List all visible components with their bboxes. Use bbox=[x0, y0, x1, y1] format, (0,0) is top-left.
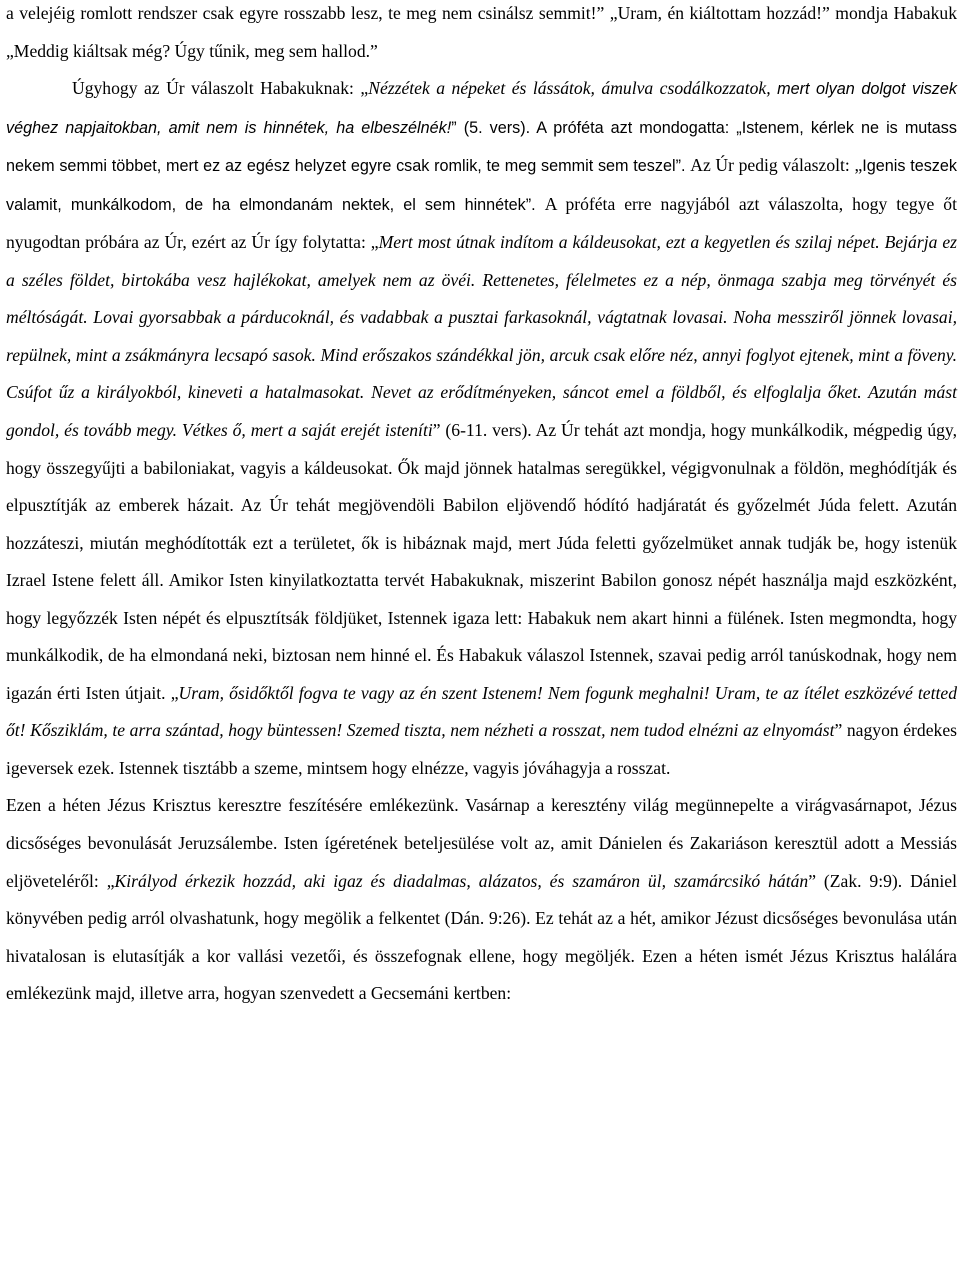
text-run: A próféta erre nagyjából azt válaszolta, hogy tegye őt nyugodtan próbára az Úr, ezért az Úr így folytatta: „ bbox=[6, 193, 957, 253]
text-run: ” (5. vers). A próféta azt mondogatta: „Istenem, kérlek ne is mutass nekem semmi többet, mert ez az egész helyzet egyre csak romlik, te meg semmit sem teszel”. bbox=[6, 118, 957, 176]
quote-run: Nézzétek a népeket és lássátok, ámulva csodálkozzatok, bbox=[368, 78, 778, 99]
text-run: ” nagyon érdekes igeversek ezek. Istennek tisztább a szeme, mintsem hogy elnézze, vagyis jóváhagyja a rosszat. bbox=[6, 720, 957, 778]
text-run: Ezen a héten Jézus Krisztus keresztre feszítésére emlékezünk. Vasárnap a keresztény világ megünnepelte a virágvasárnapot, Jézus dicsőséges bevonulását Jeruzsálembe. Isten ígéretének beteljesülése volt az, amit Dánielen és Zakariáson keresztül adott a Messiás eljöveteléről: „ bbox=[6, 795, 957, 891]
paragraph-lord-answer bbox=[6, 70, 957, 787]
text-run: Úgyhogy az Úr válaszolt Habakuknak: „ bbox=[72, 78, 369, 99]
text-run: Az Úr pedig válaszolt: „ bbox=[690, 155, 863, 176]
text-run: a velejéig romlott rendszer csak egyre rosszabb lesz, te meg nem csinálsz semmit!” „Uram, én kiáltottam hozzád!” mondja Habakuk „Meddig kiáltsak még? Úgy tűnik, meg sem hallod.” bbox=[6, 3, 957, 61]
paragraph-holy-week bbox=[6, 787, 957, 1012]
text-run: Igenis teszek valamit, munkálkodom, de ha elmondanám nektek, el sem hinnétek”. bbox=[6, 157, 958, 214]
paragraph-habakuk-cry bbox=[6, 0, 957, 70]
quote-run: Királyod érkezik hozzád, aki igaz és diadalmas, alázatos, és szamáron ül, szamárcsikó hátán bbox=[114, 870, 809, 891]
quote-run: Uram, ősidőktől fogva te vagy az én szent Istenem! Nem fogunk meghalni! Uram, te az ítélet eszközévé tetted őt! Kősziklám, te arra szántad, hogy büntessen! Szemed tiszta, nem nézheti a rosszat, nem tudod elnézni az elnyomást bbox=[6, 682, 957, 741]
text-run: ” (6-11. vers). Az Úr tehát azt mondja, hogy munkálkodik, mégpedig úgy, hogy összegyűjti a babiloniakat, vagyis a káldeusokat. Ők majd jönnek hatalmas seregükkel, végigvonulnak a földön, meghódítják és elpusztítják az emberek házait. Az Úr tehát megjövendöli Babilon eljövendő hódító hadjáratát és győzelmét Júda felett. Azután hozzáteszi, miután meghódították ezt a területet, ők is hibáznak majd, mert Júda feletti győzelmüket annak tudják be, hogy istenük Izrael Istene felett áll. Amikor Isten kinyilatkoztatta tervét Habakuknak, miszerint Babilon gonosz népét használja majd eszközként, hogy legyőzzék Isten népét és elpusztítsák földjüket, Istennek igaza lett: Habakuk nem akart hinni a fülének. Isten megmondta, hogy munkálkodik, de ha elmondaná neki, biztosan nem hinné el. És Habakuk válaszol Istennek, szavai pedig arról tanúskodnak, hogy nem igazán érti Isten útjait. „ bbox=[6, 420, 957, 703]
document-page bbox=[6, 0, 957, 1013]
text-run: ” (Zak. 9:9). Dániel könyvében pedig arról olvashatunk, hogy megölik a felkentet (Dán. 9:26). Ez tehát az a hét, amikor Jézust dicsőséges bevonulása után hivatalosan is elutasítják a kor vallási vezetői, és összefognak ellene, hogy megöljék. Ezen a héten ismét Jézus Krisztus halálára emlékezünk majd, illetve arra, hogyan szenvedett a Gecsemáni kertben: bbox=[6, 870, 957, 1004]
quote-run: mert olyan dolgot viszek véghez napjaitokban, amit nem is hinnétek, ha elbeszélnék! bbox=[6, 80, 957, 137]
quote-run: Mert most útnak indítom a káldeusokat, ezt a kegyetlen és szilaj népet. Bejárja ez a széles földet, birtokába vesz hajlékokat, amelyek nem az övéi. Rettenetes, félelmetes ez a nép, önmaga szabja meg törvényét és méltóságát. Lovai gyorsabbak a párducoknál, és vadabbak a pusztai farkasoknál, vágtatnak lovasai. Noha messziről jönnek lovasai, repülnek, mint a zsákmányra lecsapó sasok. Mind erőszakos szándékkal jön, arcuk csak előre néz, annyi foglyot ejtenek, mint a föveny. Csúfot űz a királyokból, kineveti a hatalmasokat. Nevet az erődítményeken, sáncot emel a földből, és elfoglalja őket. Azután mást gondol, és tovább megy. Vétkes ő, mert a saját erejét isteníti bbox=[6, 232, 957, 441]
